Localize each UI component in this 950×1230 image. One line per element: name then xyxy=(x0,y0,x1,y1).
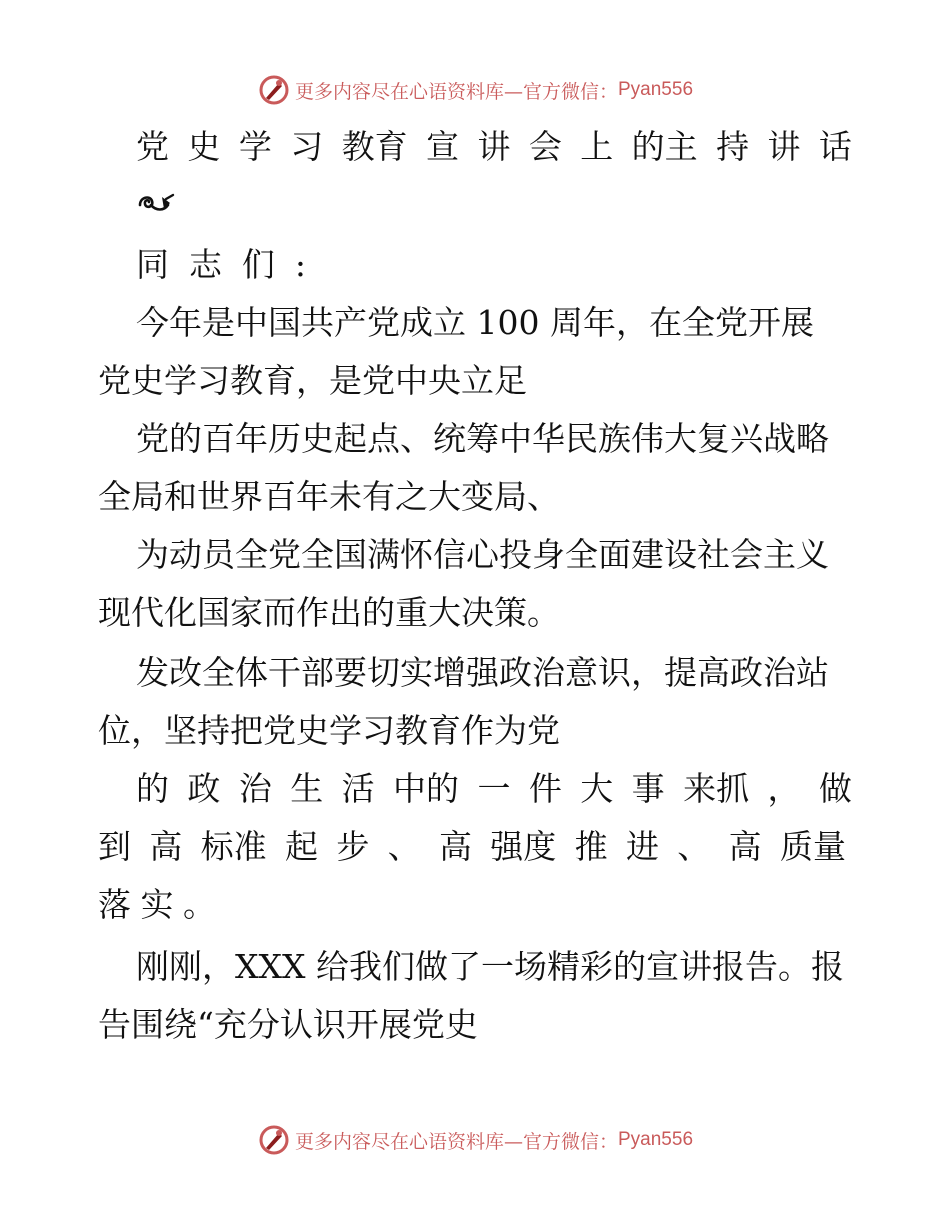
paragraph-line: 今年是中国共产党成立 100 周年，在全党开展 xyxy=(136,303,814,342)
word: 强度 xyxy=(490,827,557,866)
header-watermark xyxy=(0,70,950,110)
word: 。 xyxy=(183,885,216,924)
word: 高 xyxy=(149,827,183,866)
pen-logo-icon xyxy=(257,73,291,107)
word: 大 xyxy=(580,769,614,808)
paragraph-line: 发改全体干部要切实增强政治意识，提高政治站 xyxy=(136,653,829,692)
greeting-char: : xyxy=(294,245,306,284)
word: 来抓 xyxy=(683,769,750,808)
word: 标准 xyxy=(200,827,267,866)
word: 质量 xyxy=(779,827,846,866)
title-char: 宣 xyxy=(426,127,460,166)
paragraph-line: 现代化国家而作出的重大决策。 xyxy=(98,593,560,632)
watermark-text: 更多内容尽在心语资料库—官方微信： xyxy=(294,80,618,103)
title-char: 会 xyxy=(528,127,562,166)
word: ， xyxy=(767,769,801,808)
word: 治 xyxy=(238,769,272,808)
greeting xyxy=(136,236,306,294)
paragraph-line: 党的百年历史起点、统筹中华民族伟大复兴战略 xyxy=(136,419,829,458)
word: 推 xyxy=(574,827,608,866)
title-char: 上 xyxy=(580,127,614,166)
word: 件 xyxy=(528,769,562,808)
title-char: 教育 xyxy=(341,127,408,166)
title-char: 学 xyxy=(238,127,272,166)
word: 高 xyxy=(728,827,762,866)
title-char: 话 xyxy=(818,127,852,166)
paragraph-line: 全局和世界百年未有之大变局、 xyxy=(98,477,560,516)
word: 政 xyxy=(187,769,221,808)
greeting-char: 同 xyxy=(136,245,169,284)
title-char: 的主 xyxy=(631,127,698,166)
watermark-wechat-id: Pyan556 xyxy=(618,1129,694,1150)
word: 到 xyxy=(98,827,131,866)
word: 的 xyxy=(136,769,169,808)
paragraph-line: 为动员全党全国满怀信心投身全面建设社会主义 xyxy=(136,535,829,574)
word: 落 xyxy=(98,885,131,924)
word: 中的 xyxy=(393,769,460,808)
word: 起 xyxy=(284,827,318,866)
word: 、 xyxy=(387,827,421,866)
watermark-text: 更多内容尽在心语资料库—官方微信： xyxy=(294,1130,618,1153)
footer-watermark xyxy=(0,1120,950,1160)
word: 实 xyxy=(140,885,174,924)
title-char: 讲 xyxy=(767,127,801,166)
word: 步 xyxy=(336,827,370,866)
word: 做 xyxy=(818,769,852,808)
swirl-ornament-icon xyxy=(136,189,176,217)
title-char: 史 xyxy=(187,127,221,166)
watermark-wechat-id: Pyan556 xyxy=(618,79,694,100)
title-char: 党 xyxy=(136,127,169,166)
greeting-char: 志 xyxy=(188,245,222,284)
title-char: 习 xyxy=(290,127,324,166)
word: 进 xyxy=(625,827,659,866)
word: 生 xyxy=(290,769,324,808)
paragraph-line-justified xyxy=(98,876,216,934)
word: 一 xyxy=(477,769,511,808)
word: 、 xyxy=(677,827,711,866)
paragraph-line: 位，坚持把党史学习教育作为党 xyxy=(98,711,560,750)
paragraph-line-justified xyxy=(136,760,852,818)
paragraph-line-justified xyxy=(98,818,846,876)
word: 活 xyxy=(341,769,375,808)
paragraph-line: 刚刚，XXX 给我们做了一场精彩的宣讲报告。报 xyxy=(136,947,844,986)
title-char: 持 xyxy=(716,127,750,166)
title-char: 讲 xyxy=(477,127,511,166)
paragraph-line: 告围绕“充分认识开展党史 xyxy=(98,1005,478,1044)
document-title xyxy=(136,118,852,176)
word: 事 xyxy=(631,769,665,808)
paragraph-line: 党史学习教育，是党中央立足 xyxy=(98,361,527,400)
greeting-char: 们 xyxy=(241,245,275,284)
pen-logo-icon xyxy=(257,1123,291,1157)
word: 高 xyxy=(438,827,472,866)
